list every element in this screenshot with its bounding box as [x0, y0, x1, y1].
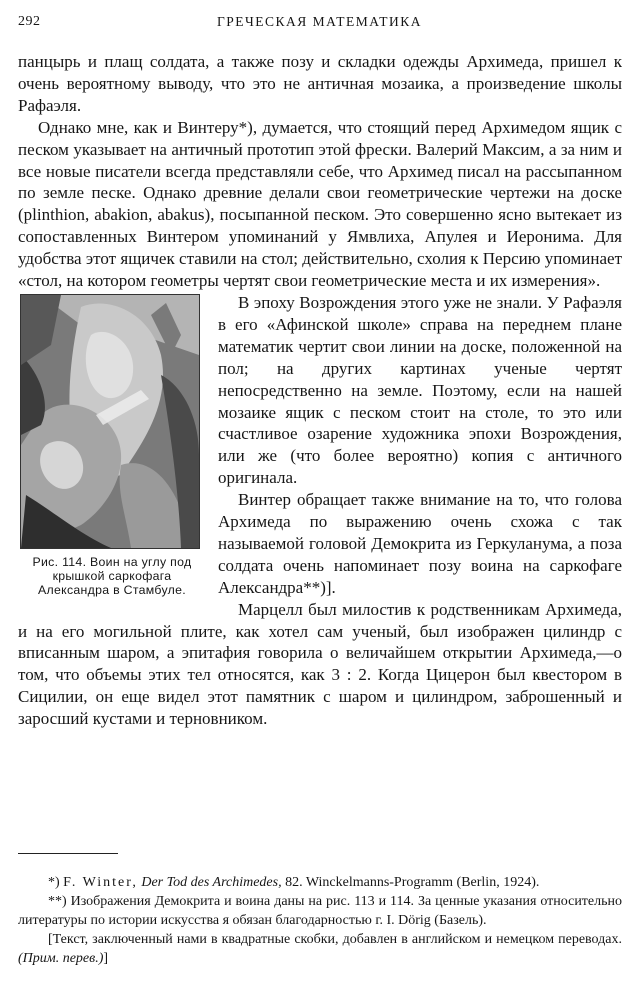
- main-text: [18, 51, 622, 730]
- footnote-3: [18, 930, 622, 968]
- footnotes: [18, 873, 622, 968]
- figure-114: [18, 294, 206, 597]
- page-header: [18, 14, 621, 34]
- footnote-3-text: [Текст, заключенный нами в квадратные скобки, добавлен в английском и немецком переводах.: [48, 932, 622, 947]
- footnote-3-italic: (Прим. перев.): [18, 951, 104, 966]
- paragraph-4: Винтер обращает также внимание на то, что голова Архимеда по выражению очень схожа с так называемой головой Демокрита из Геркуланума, а поза солдата очень напоминает позу воина на саркофаге Александра**)].: [218, 490, 622, 597]
- footnote-rule: [18, 853, 118, 854]
- footnote-1-mark: *): [48, 875, 60, 890]
- page-number: 292: [18, 14, 41, 29]
- relief-image: [21, 295, 199, 548]
- paragraph-2: Однако мне, как и Винтеру*), думается, что стоящий перед Архимедом ящик с песком указывает на античный прототип этой фрески. Валерий Максим, а за ним и все новые писатели всегда представляли себе, что Архимед писал на рассыпанном по земле песке. Однако древние делали свои геометрические чертежи на доске (plinthion, abakion, abakus), посыпанной песком. Это совершенно ясно вытекает из сопоставленных Винтером упоминаний у Ямвлиха, Апулея и Иеронима. Для удобства этот ящичек ставили на стол; действительно, схолия к Персию упоминает «стол, на котором геометры чертят свои геометрические места и их измерения».: [18, 117, 622, 291]
- running-title: ГРЕЧЕСКАЯ МАТЕМАТИКА: [216, 14, 423, 29]
- footnote-1-title: Der Tod des Archimedes,: [141, 875, 282, 890]
- paragraph-5: Марцелл был милостив к родственникам Архимеда, и на его могильной плите, как хотел сам ученый, был изображен цилиндр с вписанным шаром, а эпитафия говорила о величайшем открытии Архимеда,—о том, что объемы этих тел относятся, как 3 : 2. Когда Цицерон был квестором в Сицилии, он еще видел этот памятник с шаром и цилиндром, заброшенный и заросший кустами и терновником.: [18, 599, 622, 729]
- footnote-1: [18, 873, 622, 892]
- footnote-1-author: F. Winter,: [63, 875, 138, 890]
- relief-warrior-photo: [20, 294, 200, 549]
- footnote-2: **) Изображения Демокрита и воина даны на рис. 113 и 114. За ценные указания относительно литературы по истории искусства я обязан благодарностью г. I. Dörig (Базель).: [18, 894, 622, 928]
- paragraph-3: В эпоху Возрождения этого уже не знали. У Рафаэля в его «Афинской школе» справа на переднем плане математик чертит свои линии на доске, положенной на пол; на других картинах ученые чертят непосредственно на земле. Поэтому, если на нашей мозаике ящик с песком стоит на столе, то это или счастливое озарение художника эпохи Возрождения, или же (что более вероятно) копия с античного оригинала.: [218, 292, 622, 488]
- footnote-1-rest: 82. Winckelmanns-Programm (Berlin, 1924).: [285, 875, 540, 890]
- figure-caption: Рис. 114. Воин на углу под крышкой саркофага Александра в Стамбуле.: [32, 554, 192, 597]
- paragraph-1: панцырь и плащ солдата, а также позу и складки одежды Архимеда, пришел к очень вероятному выводу, что это не античная мозаика, а произведение школы Рафаэля.: [18, 52, 622, 115]
- footnote-3-end: ]: [103, 951, 109, 966]
